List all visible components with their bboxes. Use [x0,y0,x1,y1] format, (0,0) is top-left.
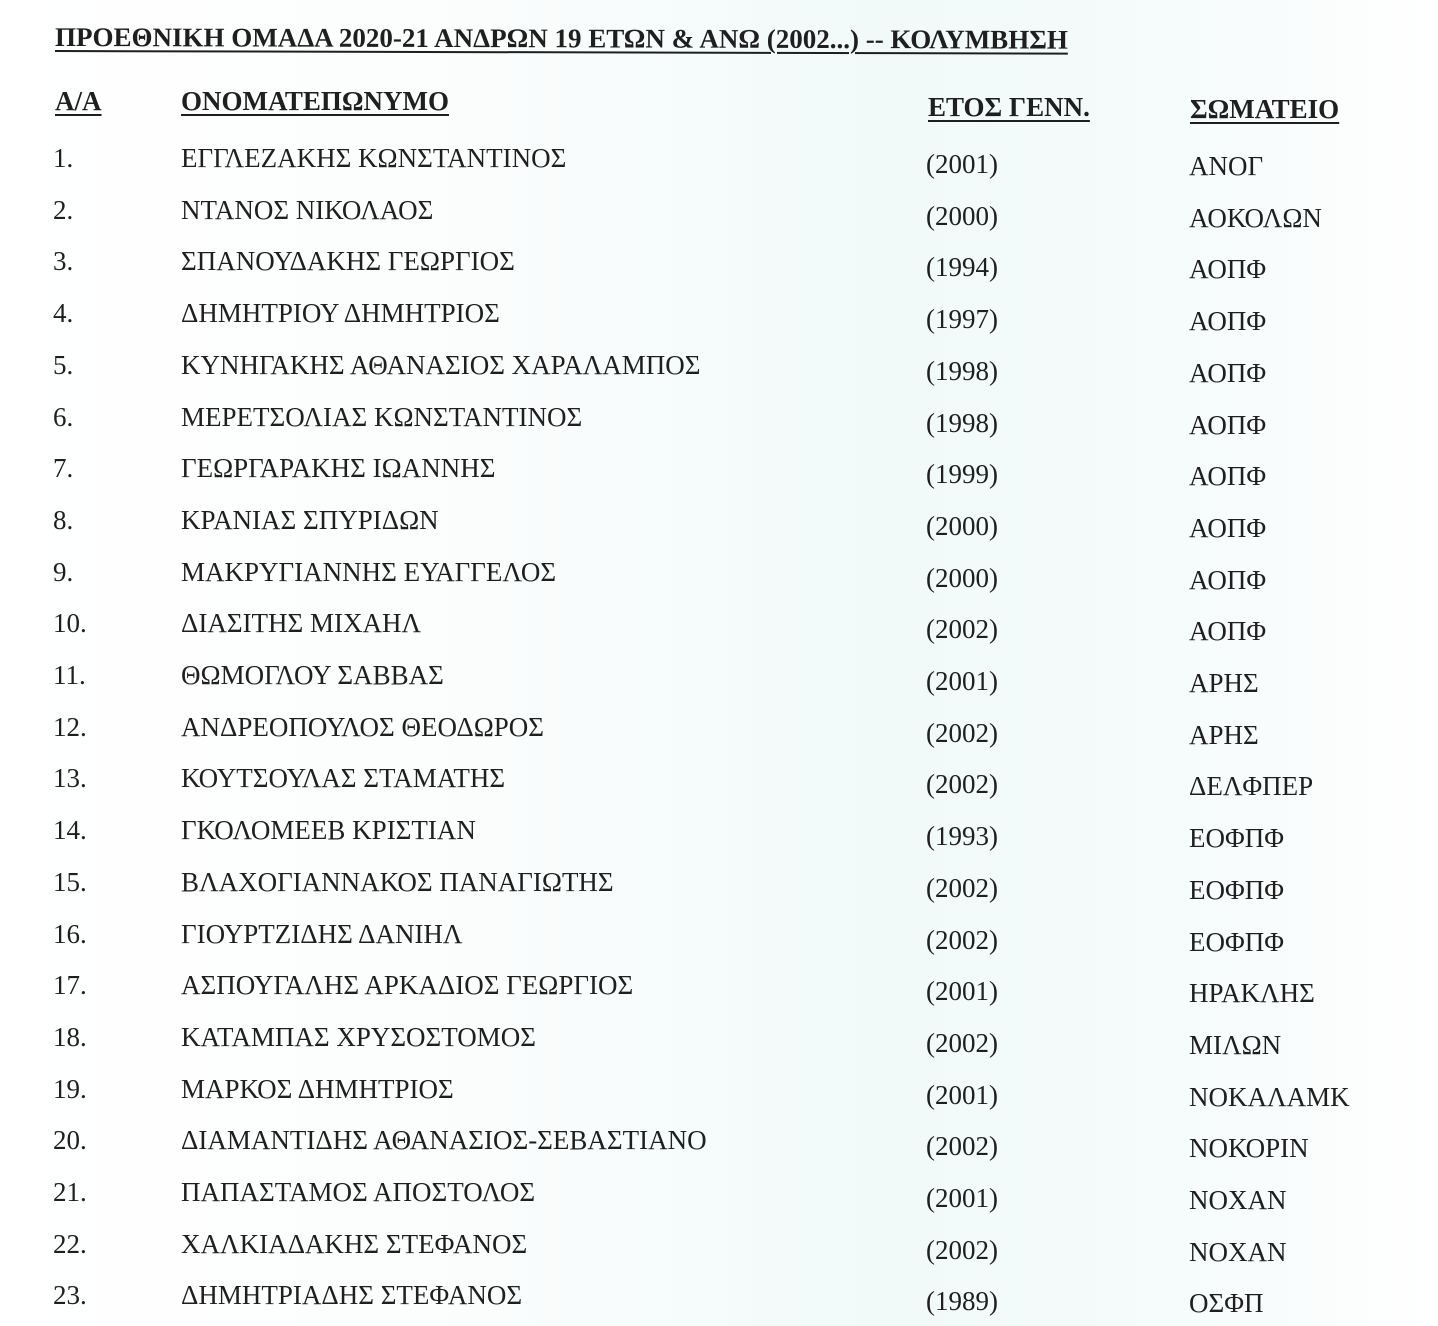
birth-year: (2001) [926,149,998,179]
club-name: ΟΣΦΠ [1189,1288,1264,1318]
row-number: 13. [53,763,87,793]
table-row [0,1017,1438,1060]
table-row [0,1069,1438,1112]
athlete-name: ΔΙΑΜΑΝΤΙΔΗΣ ΑΘΑΝΑΣΙΟΣ-ΣΕΒΑΣΤΙΑΝΟ [181,1125,707,1155]
row-number: 6. [53,402,74,432]
row-number: 11. [53,660,86,690]
row-number: 20. [53,1125,87,1155]
club-name: ΑΝΟΓ [1189,151,1264,181]
birth-year: (2002) [926,925,998,955]
row-number: 23. [53,1280,87,1310]
club-name: ΝΟΚΟΡΙΝ [1189,1133,1309,1163]
athlete-name: ΚΑΤΑΜΠΑΣ ΧΡΥΣΟΣΤΟΜΟΣ [181,1022,536,1052]
athlete-name: ΑΣΠΟΥΓΑΛΗΣ ΑΡΚΑΔΙΟΣ ΓΕΩΡΓΙΟΣ [181,970,634,1000]
row-number: 12. [53,712,87,742]
row-number: 7. [53,453,74,483]
club-name: ΝΟΧΑΝ [1189,1185,1287,1215]
row-number: 18. [53,1022,87,1052]
table-row [0,603,1438,646]
table-row [0,1275,1438,1318]
row-number: 21. [53,1177,87,1207]
athlete-name: ΚΡΑΝΙΑΣ ΣΠΥΡΙΔΩΝ [181,505,439,535]
birth-year: (1998) [926,356,998,386]
birth-year: (2000) [926,201,998,231]
athlete-name: ΝΤΑΝΟΣ ΝΙΚΟΛΑΟΣ [181,195,434,225]
table-row [0,965,1438,1008]
table-row [0,448,1438,491]
birth-year: (1997) [926,304,998,334]
athlete-name: ΜΕΡΕΤΣΟΛΙΑΣ ΚΩΝΣΤΑΝΤΙΝΟΣ [181,402,583,432]
row-number: 15. [53,867,87,897]
club-name: ΑΟΚΟΛΩΝ [1189,203,1322,233]
club-name: ΑΟΠΦ [1189,254,1267,284]
birth-year: (2002) [926,1028,998,1058]
row-number: 4. [53,298,74,328]
athlete-name: ΑΝΔΡΕΟΠΟΥΛΟΣ ΘΕΟΔΩΡΟΣ [181,712,544,742]
table-row [0,241,1438,284]
document-title: ΠΡΟΕΘΝΙΚΗ ΟΜΑΔΑ 2020-21 ΑΝΔΡΩΝ 19 ΕΤΩΝ & ΑΝΩ (2002...) -- ΚΟΛΥΜΒΗΣΗ [54,22,1068,55]
athlete-name: ΜΑΚΡΥΓΙΑΝΝΗΣ ΕΥΑΓΓΕΛΟΣ [181,557,557,587]
birth-year: (2001) [926,1183,998,1213]
table-row [0,1120,1438,1163]
athlete-name: ΔΙΑΣΙΤΗΣ ΜΙΧΑΗΛ [181,608,422,638]
club-name: ΗΡΑΚΛΗΣ [1189,978,1315,1008]
birth-year: (2001) [926,666,998,696]
column-header-aa: Α/Α [55,86,102,116]
athlete-name: ΧΑΛΚΙΑΔΑΚΗΣ ΣΤΕΦΑΝΟΣ [181,1229,528,1259]
club-name: ΕΟΦΠΦ [1189,927,1284,957]
table-row [0,1224,1438,1267]
birth-year: (1998) [926,408,998,438]
club-name: ΑΟΠΦ [1189,513,1267,543]
birth-year: (2002) [926,873,998,903]
club-name: ΑΟΠΦ [1189,616,1267,646]
athlete-name: ΔΗΜΗΤΡΙΑΔΗΣ ΣΤΕΦΑΝΟΣ [181,1280,523,1310]
table-row [0,707,1438,750]
athlete-name: ΓΕΩΡΓΑΡΑΚΗΣ ΙΩΑΝΝΗΣ [181,453,496,483]
athlete-name: ΚΥΝΗΓΑΚΗΣ ΑΘΑΝΑΣΙΟΣ ΧΑΡΑΛΑΜΠΟΣ [181,350,701,380]
club-name: ΕΟΦΠΦ [1189,875,1284,905]
table-row [0,500,1438,543]
birth-year: (1993) [926,821,998,851]
column-header-birth-year: ΕΤΟΣ ΓΕΝΝ. [928,92,1090,122]
table-row [0,138,1438,181]
birth-year: (2002) [926,769,998,799]
birth-year: (2002) [926,1131,998,1161]
row-number: 19. [53,1074,87,1104]
birth-year: (2000) [926,511,998,541]
table-row [0,914,1438,957]
birth-year: (1999) [926,459,998,489]
row-number: 8. [53,505,74,535]
row-number: 3. [53,246,74,276]
athlete-name: ΓΚΟΛΟΜΕΕΒ ΚΡΙΣΤΙΑΝ [181,815,476,845]
table-row [0,552,1438,595]
row-number: 2. [53,195,74,225]
table-row [0,1172,1438,1215]
row-number: 17. [53,970,87,1000]
row-number: 9. [53,557,74,587]
table-row [0,655,1438,698]
club-name: ΝΟΚΑΛΑΜΚ [1189,1082,1350,1112]
athlete-name: ΘΩΜΟΓΛΟΥ ΣΑΒΒΑΣ [181,660,444,690]
birth-year: (2001) [926,976,998,1006]
column-header-name: ΟΝΟΜΑΤΕΠΩΝΥΜΟ [181,86,449,116]
club-name: ΑΟΠΦ [1189,565,1267,595]
athlete-name: ΚΟΥΤΣΟΥΛΑΣ ΣΤΑΜΑΤΗΣ [181,763,506,793]
club-name: ΝΟΧΑΝ [1189,1237,1287,1267]
table-row [0,397,1438,440]
athlete-name: ΓΙΟΥΡΤΖΙΔΗΣ ΔΑΝΙΗΛ [181,919,463,949]
table-row [0,345,1438,388]
row-number: 1. [53,143,74,173]
birth-year: (2002) [926,614,998,644]
table-row [0,862,1438,905]
club-name: ΔΕΛΦΠΕΡ [1189,771,1314,801]
birth-year: (1994) [926,252,998,282]
row-number: 16. [53,919,87,949]
column-header-club: ΣΩΜΑΤΕΙΟ [1190,94,1340,124]
table-row [0,293,1438,336]
athlete-name: ΔΗΜΗΤΡΙΟΥ ΔΗΜΗΤΡΙΟΣ [181,298,500,328]
row-number: 22. [53,1229,87,1259]
athlete-name: ΠΑΠΑΣΤΑΜΟΣ ΑΠΟΣΤΟΛΟΣ [181,1177,536,1207]
athlete-name: ΜΑΡΚΟΣ ΔΗΜΗΤΡΙΟΣ [181,1074,454,1104]
club-name: ΑΟΠΦ [1189,306,1267,336]
table-row [0,190,1438,233]
birth-year: (2002) [926,1235,998,1265]
athlete-name: ΕΓΓΛΕΖΑΚΗΣ ΚΩΝΣΤΑΝΤΙΝΟΣ [181,143,567,173]
row-number: 14. [53,815,87,845]
birth-year: (2001) [926,1080,998,1110]
club-name: ΕΟΦΠΦ [1189,823,1284,853]
table-row [0,758,1438,801]
birth-year: (2000) [926,563,998,593]
row-number: 5. [53,350,74,380]
table-row [0,810,1438,853]
club-name: ΑΟΠΦ [1189,461,1267,491]
club-name: ΑΡΗΣ [1189,668,1259,698]
athlete-name: ΒΛΑΧΟΓΙΑΝΝΑΚΟΣ ΠΑΝΑΓΙΩΤΗΣ [181,867,614,897]
club-name: ΑΟΠΦ [1189,358,1267,388]
athlete-name: ΣΠΑΝΟΥΔΑΚΗΣ ΓΕΩΡΓΙΟΣ [181,246,515,276]
club-name: ΜΙΛΩΝ [1189,1030,1282,1060]
club-name: ΑΡΗΣ [1189,720,1259,750]
club-name: ΑΟΠΦ [1189,410,1267,440]
row-number: 10. [53,608,87,638]
birth-year: (1989) [926,1286,998,1316]
birth-year: (2002) [926,718,998,748]
